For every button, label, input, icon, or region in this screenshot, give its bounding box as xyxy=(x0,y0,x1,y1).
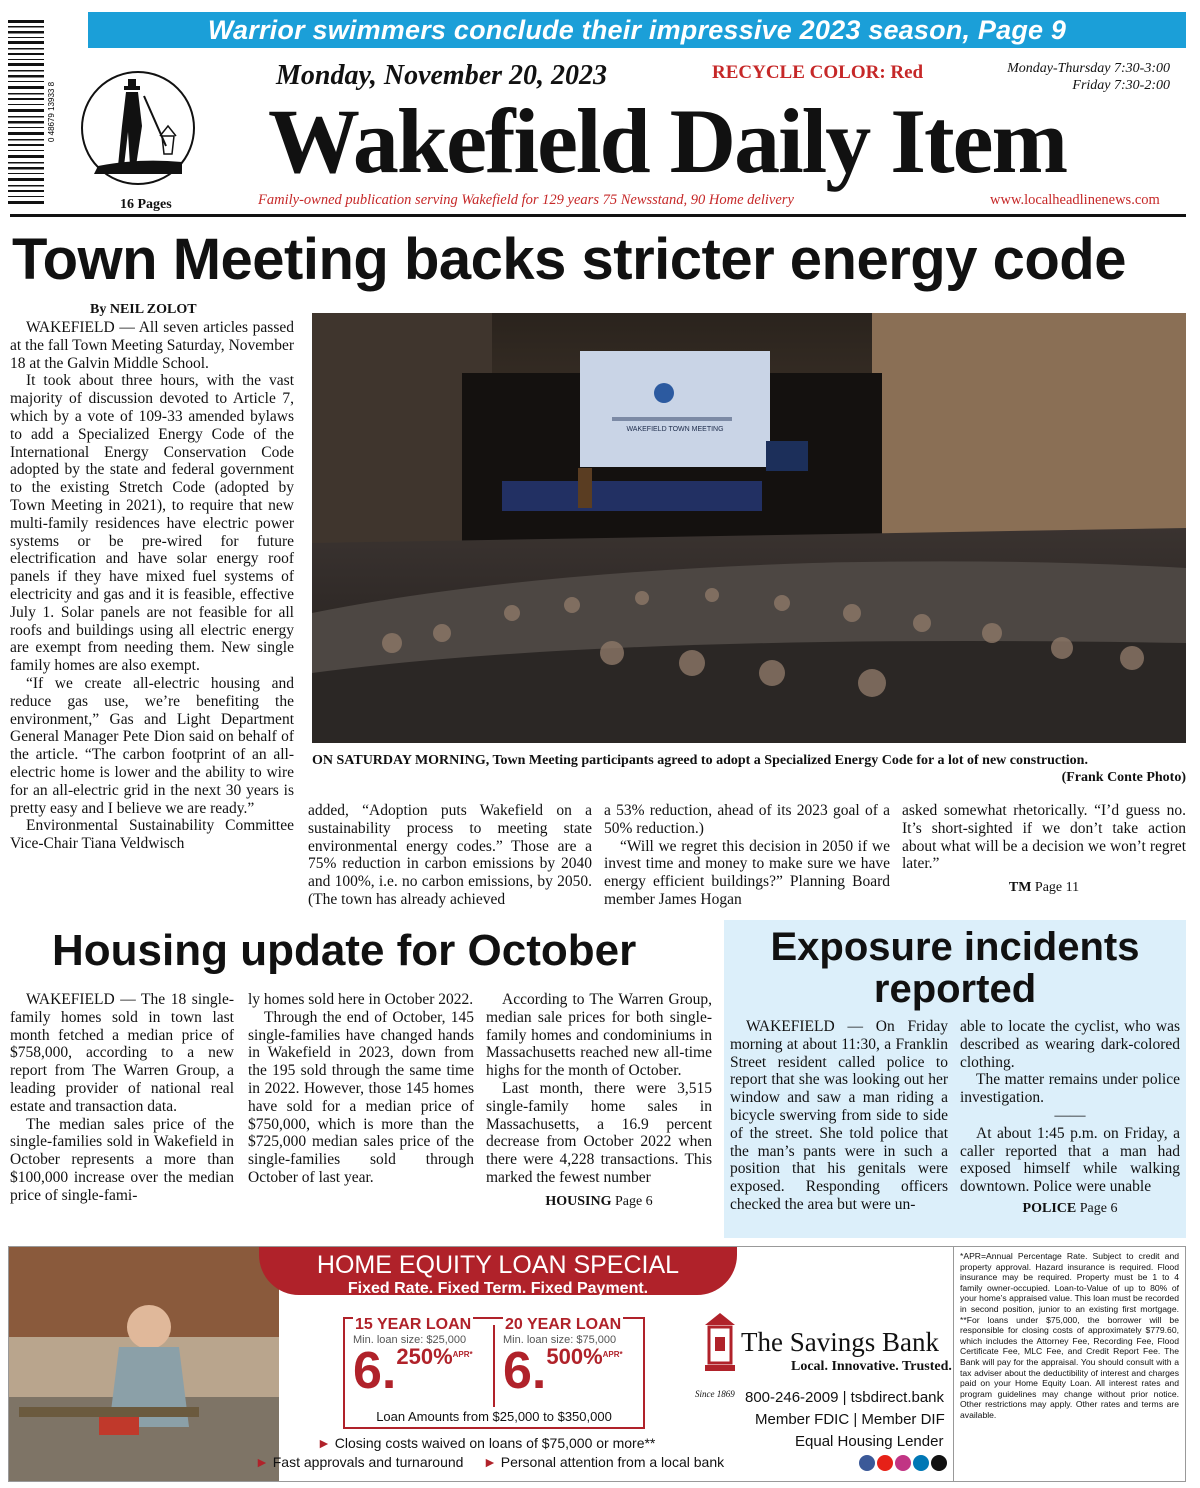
caption-text: ON SATURDAY MORNING, Town Meeting participants agreed to adopt a Specialized Energy Code for a lot of new construction. xyxy=(312,753,1088,768)
hours-friday: Friday 7:30-2:00 xyxy=(1072,78,1170,93)
story1-col4 xyxy=(902,802,1186,897)
tiktok-icon[interactable] xyxy=(931,1455,947,1471)
paragraph: It took about three hours, with the vast majority of discussion devoted to Article 7, which by a vote of 109-33 amended bylaws to add a Specialized Energy Code of the International Energy Conservation Code adopted by the state and federal government to the existing Stretch Code (adopted by Town Meeting in 2021), to require that new multi-family residences have electric power systems or be pre-wired for future electrification and have solar energy roof panels if they have mixed fuel systems of electricity and gas and it is feasible, effective July 1. Solar panels are not feasible for all roofs and buildings using all electric energy are exempt from needing them. New single family homes are also exempt. xyxy=(10,372,294,675)
social-icons xyxy=(859,1455,947,1471)
jump-page: Page 6 xyxy=(1079,1200,1118,1216)
story2-col1 xyxy=(10,991,234,1205)
paragraph: At about 1:45 p.m. on Friday, a caller reported that a man had exposed himself while walking downtown. Police were unable xyxy=(960,1124,1180,1196)
jump-label: POLICE xyxy=(1022,1200,1077,1216)
bank-ad[interactable] xyxy=(8,1246,1186,1482)
rate-divider xyxy=(493,1325,495,1407)
exposure-headline[interactable]: Exposure incidents reported xyxy=(770,925,1140,1011)
ad-header xyxy=(259,1247,737,1295)
loan-15-min: Min. loan size: $25,000 xyxy=(353,1334,467,1346)
paragraph: WAKEFIELD — On Friday morning at about 11:30, a Franklin Street resident called police to report that she was looking out her window and saw a man riding a bicycle swerving from side to side of the street. She told police that the man’s pants were in such a position that his genitals were exposed. Responding officers checked the area but were un- xyxy=(730,1018,948,1213)
bank-contact[interactable]: 800-246-2009 | tsbdirect.bank xyxy=(745,1389,945,1406)
jump-line[interactable] xyxy=(486,1193,712,1211)
paragraph: able to locate the cyclist, who was described as wearing dark-colored clothing. xyxy=(960,1018,1180,1071)
facebook-icon[interactable] xyxy=(859,1455,875,1471)
linkedin-icon[interactable] xyxy=(913,1455,929,1471)
bank-name: The Savings Bank xyxy=(741,1327,939,1357)
ad-photo xyxy=(9,1247,279,1482)
ad-fine-print: *APR=Annual Percentage Rate. Subject to credit and property approval. Hazard insurance is required. Flood insurance may be required. Property must be 1 to 4 family owner-occupied. Loan-to-Value of up to 80% of your home’s appraised value. This loan must be recorded in second position, junior to an existing first mortgage. **For loans under $75,000, the borrower will be responsible for closing costs of approximately $779.60, which includes the Attorney Fee, Recording Fee, Flood Certificate Fee, MLC Fee, and Credit Report Fee. The Bank will pay for the appraisal. You should consult with a tax adviser about the deductibility of interest and charges paid on your Home Equity Loan. All interest rates and program guidelines may change without prior notice. Other restrictions may apply. Other rates and terms are available. xyxy=(953,1247,1185,1481)
loan-15-apr: APR* xyxy=(452,1350,473,1359)
masthead-title: Wakefield Daily Item xyxy=(268,90,1067,192)
paragraph: “Will we regret this decision in 2050 if we invest time and money to make sure we have energy efficient buildings?” Planning Board member James Hogan xyxy=(604,837,890,908)
paragraph: The median sales price of the single-families sold in Wakefield in October represents a more than $100,000 increase over the median price of single-fami- xyxy=(10,1115,234,1204)
masthead-rule xyxy=(10,214,1186,217)
town-meeting-photo[interactable] xyxy=(312,313,1186,743)
barcode xyxy=(8,12,58,212)
bank-since: Since 1869 xyxy=(695,1389,735,1399)
byline: By NEIL ZOLOT xyxy=(90,302,197,317)
photo-credit: (Frank Conte Photo) xyxy=(1061,770,1186,785)
story1-col1 xyxy=(10,319,294,853)
screen-text: WAKEFIELD TOWN MEETING xyxy=(626,426,724,433)
ad-subtitle: Fixed Rate. Fixed Term. Fixed Payment. xyxy=(347,1280,649,1297)
paragraph: The matter remains under police investigation. xyxy=(960,1071,1180,1107)
page-count: 16 Pages xyxy=(120,197,172,212)
housing-headline[interactable]: Housing update for October xyxy=(52,926,637,975)
jump-page: Page 6 xyxy=(614,1193,653,1209)
website-link[interactable]: www.localheadlinenews.com xyxy=(990,192,1160,208)
loan-20-min: Min. loan size: $75,000 xyxy=(503,1334,617,1346)
jump-line[interactable] xyxy=(902,879,1186,897)
paragraph: Through the end of October, 145 single-families have changed hands in Wakefield in 2023, down from the 195 sold through the same time in 2022. However, those 145 homes have sold for a median price of $750,000, which is more than the $725,000 median sales price of the single-families sold through October of last year. xyxy=(248,1008,474,1186)
top-banner[interactable]: Warrior swimmers conclude their impressive 2023 season, Page 9 xyxy=(88,12,1186,48)
issue-date: Monday, November 20, 2023 xyxy=(276,60,608,91)
loan-15-rate-int: 6. xyxy=(353,1342,397,1400)
lead-headline[interactable]: Town Meeting backs stricter energy code xyxy=(12,227,1126,292)
barcode-number: 0 48679 13933 8 xyxy=(47,81,56,143)
story1-col3 xyxy=(604,802,890,909)
youtube-icon[interactable] xyxy=(877,1455,893,1471)
bank-equal-housing: Equal Housing Lender xyxy=(795,1433,944,1450)
hours-weekday: Monday-Thursday 7:30-3:00 xyxy=(1007,61,1170,76)
loan-amounts: Loan Amounts from $25,000 to $350,000 xyxy=(376,1409,612,1424)
bullet-text: Personal attention from a local bank xyxy=(500,1454,725,1470)
paragraph: WAKEFIELD — All seven articles passed at the fall Town Meeting Saturday, November 18 at the Galvin Middle School. xyxy=(10,319,294,372)
loan-20-rate-dec: 500% xyxy=(546,1344,603,1369)
story1-col2 xyxy=(308,802,592,909)
loan-20 xyxy=(503,1316,643,1409)
bank-tagline: Local. Innovative. Trusted. xyxy=(791,1359,952,1374)
jump-line[interactable] xyxy=(960,1200,1180,1218)
ad-bullet-3: ► Personal attention from a local bank xyxy=(483,1454,725,1470)
instagram-icon[interactable] xyxy=(895,1455,911,1471)
ad-bullet-1: ► Closing costs waived on loans of $75,000 or more** xyxy=(317,1435,656,1451)
jump-label: TM xyxy=(1008,880,1032,896)
paragraph: According to The Warren Group, median sale prices for both single-family homes and condominiums in Massachusetts reached new all-time highs for the month of October. xyxy=(486,991,712,1080)
loan-20-apr: APR* xyxy=(602,1350,623,1359)
divider: —— xyxy=(1054,1106,1086,1124)
ad-bullet-2: ► Fast approvals and turnaround xyxy=(255,1454,464,1470)
paragraph: Last month, there were 3,515 single-family home sales in Massachusetts, a 16.9 percent decrease from October 2022 when there were 4,228 transactions. This marked the fewest number xyxy=(486,1079,712,1186)
loan-20-term: 20 YEAR LOAN xyxy=(505,1316,622,1333)
loan-15-rate-dec: 250% xyxy=(396,1344,453,1369)
rate-box xyxy=(343,1317,645,1429)
bullet-text: Fast approvals and turnaround xyxy=(272,1454,464,1470)
paragraph: “If we create all-electric housing and reduce gas use, we’re benefiting the environment,” Gas and Light Department General Manager Pete Dion said on behalf of the article. “The carbon footprint of an all-electric home is lower and the ability to wire for an all-electric grid in the next 30 years is pretty easy and I believe we are ready.” xyxy=(10,674,294,817)
minuteman-logo xyxy=(78,66,198,196)
paragraph: ly homes sold here in October 2022. xyxy=(248,991,474,1008)
paragraph: a 53% reduction, ahead of its 2023 goal of a 50% reduction.) xyxy=(604,802,890,837)
loan-20-rate-int: 6. xyxy=(503,1342,547,1400)
lantern-icon xyxy=(699,1309,741,1387)
loan-15 xyxy=(353,1316,493,1409)
bullet-text: Closing costs waived on loans of $75,000 or more** xyxy=(334,1435,656,1451)
ad-title: HOME EQUITY LOAN SPECIAL xyxy=(316,1251,680,1279)
jump-label: HOUSING xyxy=(545,1193,612,1209)
photo-caption xyxy=(312,752,1186,786)
tagline: Family-owned publication serving Wakefield for 129 years 75 Newsstand, 90 Home delivery xyxy=(258,192,794,208)
story2-col3 xyxy=(486,991,712,1211)
paragraph: Environmental Sustainability Committee Vice-Chair Tiana Veldwisch xyxy=(10,817,294,853)
paragraph: added, “Adoption puts Wakefield on a sustainability process to meeting state environmental energy codes.” Those are a 75% reduction in carbon emissions by 2040 and 100%, i.e. no carbon emissions, by 2050. (The town has already achieved xyxy=(308,802,592,908)
jump-page: Page 11 xyxy=(1034,880,1080,896)
paragraph: asked somewhat rhetorically. “I’d guess no. It’s short-sighted if we don’t take action about what will be a decision we won’t regret later.” xyxy=(902,802,1186,873)
bank-member: Member FDIC | Member DIF xyxy=(755,1411,945,1428)
paragraph: WAKEFIELD — The 18 single-family homes sold in town last month fetched a median price of $758,000, according to a new report from The Warren Group, a leading provider of national real estate and transaction data. xyxy=(10,991,234,1115)
story2-col2 xyxy=(248,991,474,1187)
story3-col2 xyxy=(960,1018,1180,1218)
recycle-color: RECYCLE COLOR: Red xyxy=(712,62,924,83)
story3-col1 xyxy=(730,1018,948,1214)
loan-15-term: 15 YEAR LOAN xyxy=(355,1316,472,1333)
